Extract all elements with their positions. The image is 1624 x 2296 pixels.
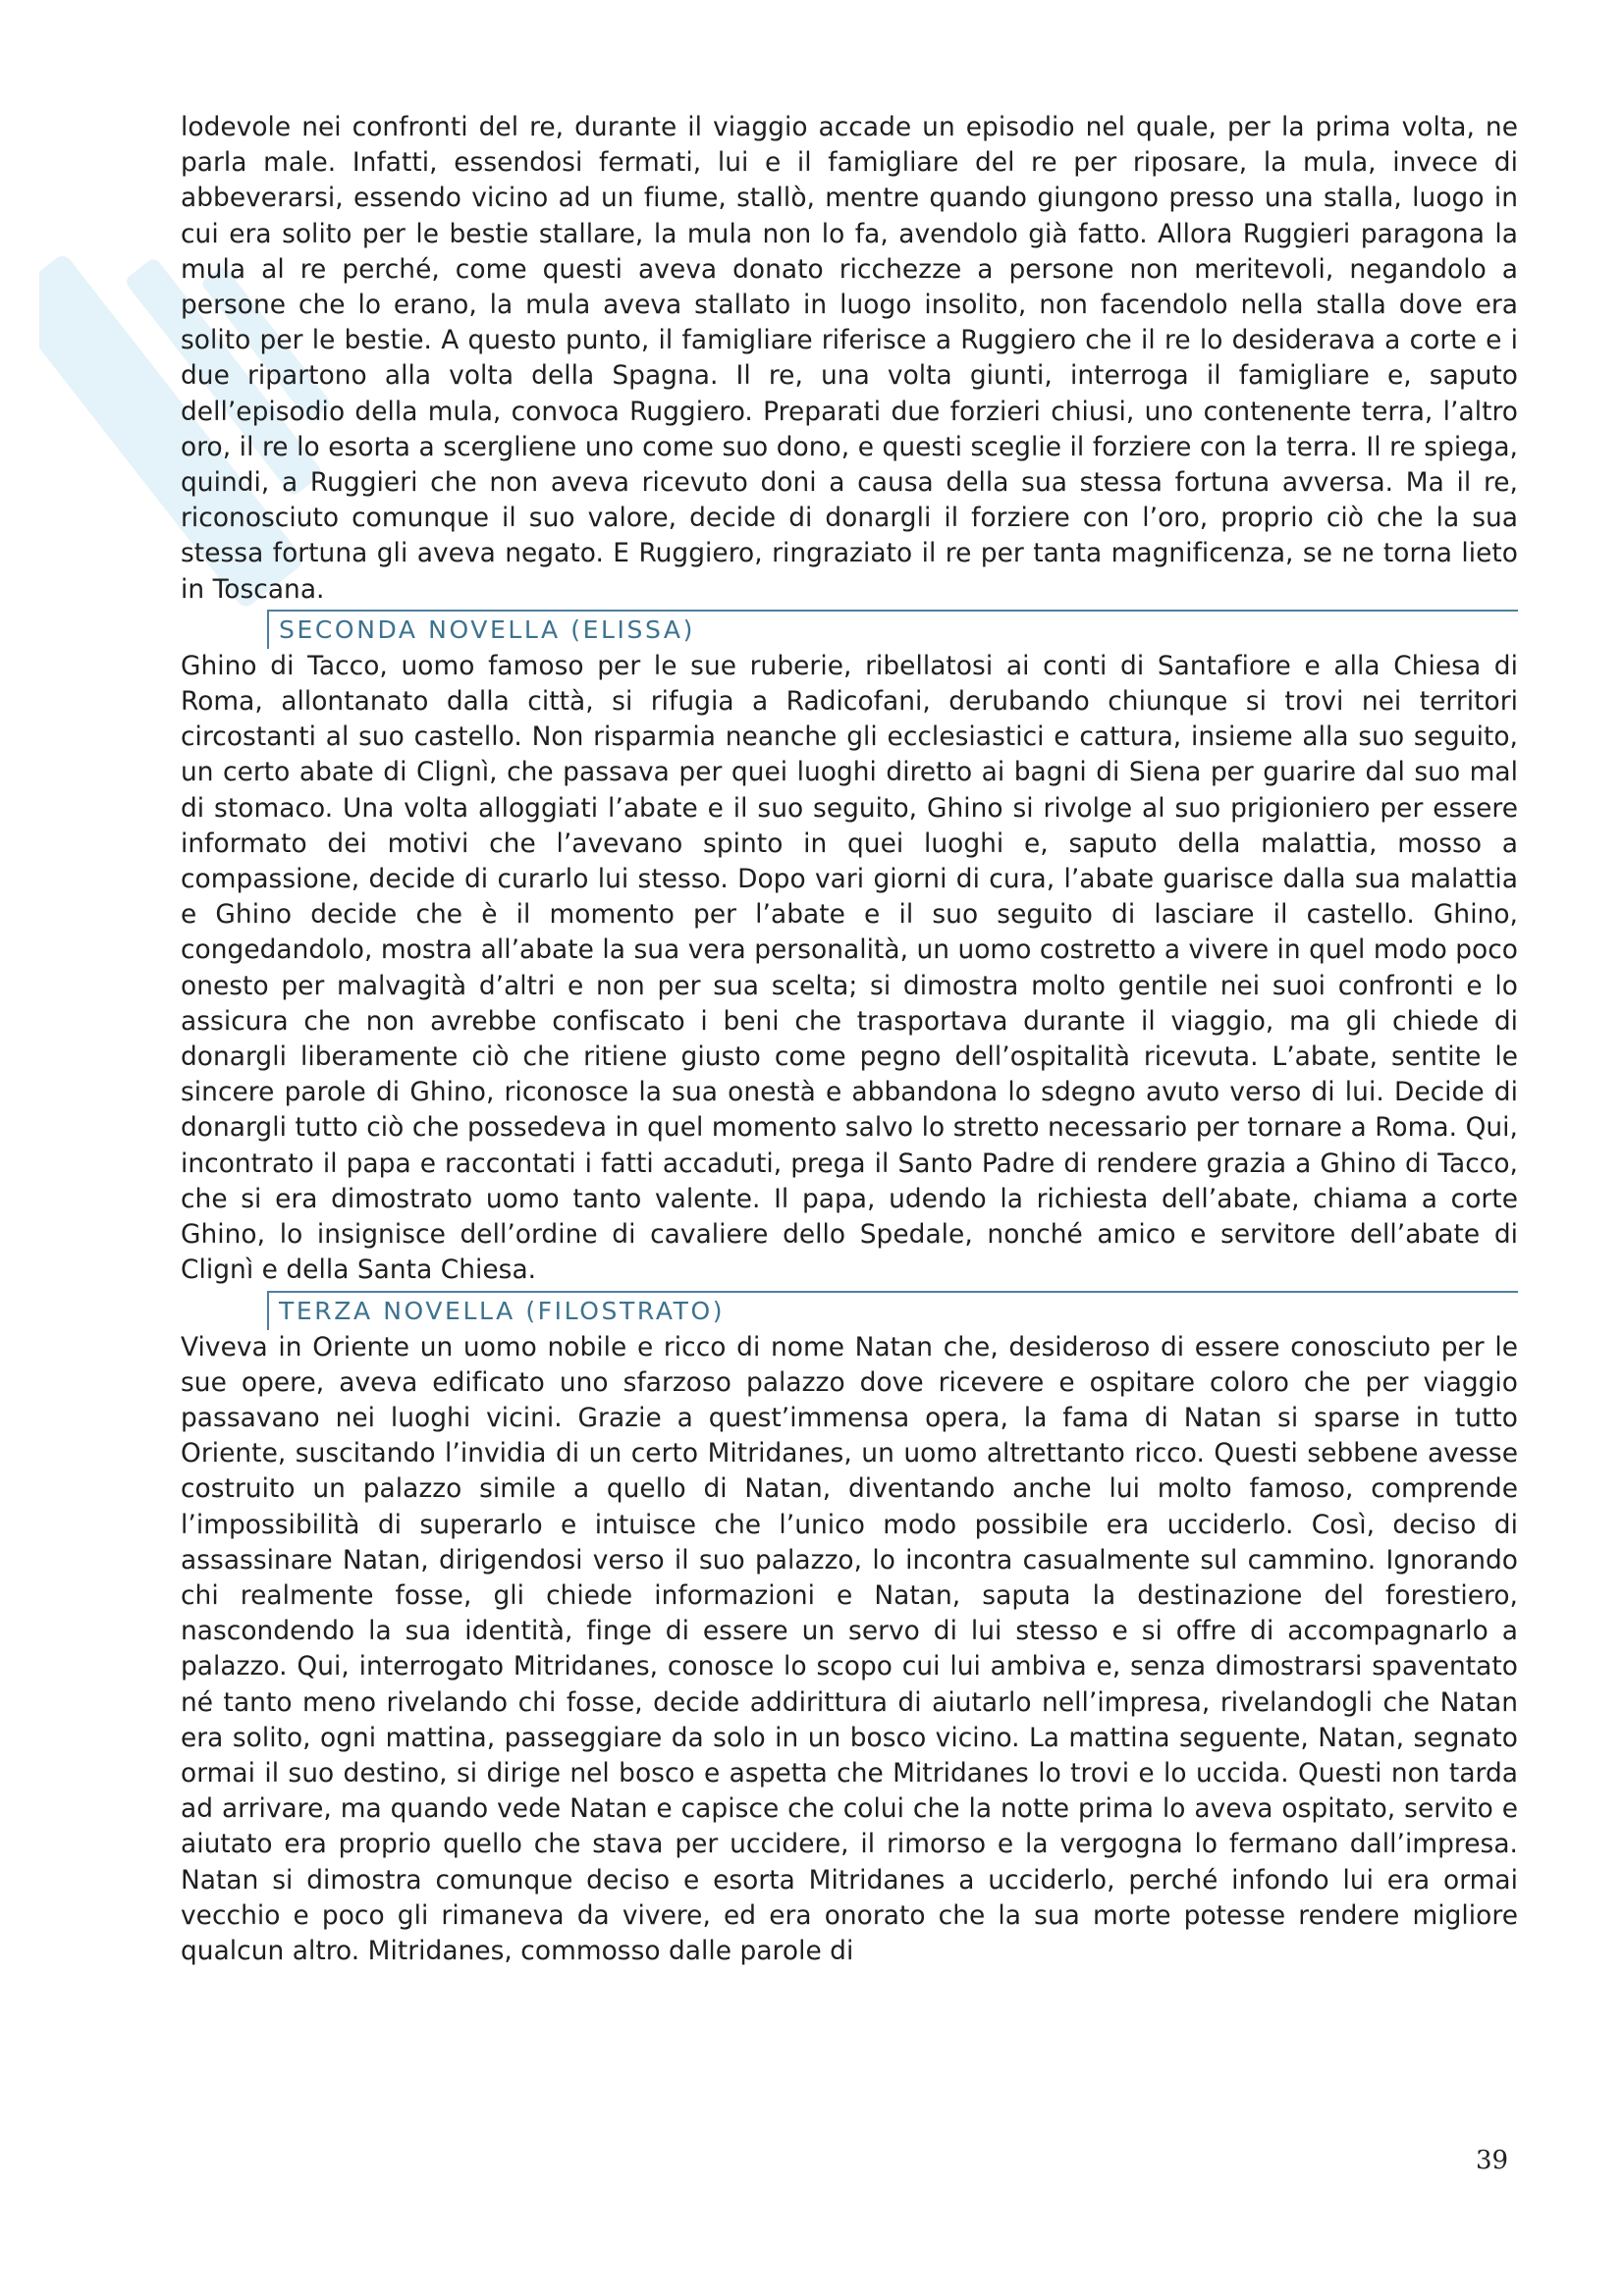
- paragraph-seconda-novella: Ghino di Tacco, uomo famoso per le sue ruberie, ribellatosi ai conti di Santafiore e alla Chiesa di Roma, allontanato dalla città, si rifugia a Radicofani, derubando chiunque si trovi nei territori circostanti al suo castello. Non risparmia neanche gli ecclesiastici e cattura, insieme alla suo seguito, un certo abate di Clignì, che passava per quei luoghi diretto ai bagni di Siena per guarire dal suo mal di stomaco. Una volta alloggiati l’abate e il suo seguito, Ghino si rivolge al suo prigioniero per essere informato dei motivi che l’avevano spinto in quei luoghi e, saputo della malattia, mosso a compassione, decide di curarlo lui stesso. Dopo vari giorni di cura, l’abate guarisce dalla sua malattia e Ghino decide che è il momento per l’abate e il suo seguito di lasciare il castello. Ghino, congedandolo, mostra all’abate la sua vera personalità, un uomo costretto a vivere in quel modo poco onesto per malvagità d’altri e non per sua scelta; si dimostra molto gentile nei suoi confronti e lo assicura che non avrebbe confiscato i beni che trasportava durante il viaggio, ma gli chiede di donargli liberamente ciò che ritiene giusto come pegno dell’ospitalità ricevuta. L’abate, sentite le sincere parole di Ghino, riconosce la sua onestà e abbandona lo sdegno avuto verso di lui. Decide di donargli tutto ciò che possedeva in quel momento salvo lo stretto necessario per tornare a Roma. Qui, incontrato il papa e raccontati i fatti accaduti, prega il Santo Padre di rendere grazia a Ghino di Tacco, che si era dimostrato uomo tanto valente. Il papa, udendo la richiesta dell’abate, chiama a corte Ghino, lo insignisce dell’ordine di cavaliere dello Spedale, nonché amico e servitore dell’abate di Clignì e della Santa Chiesa.: [181, 650, 1518, 1286]
- section-heading-terza: [267, 1291, 1518, 1330]
- section-heading-seconda: [267, 610, 1518, 649]
- page-number: 39: [1476, 2146, 1509, 2175]
- heading-text: TERZA NOVELLA (FILOSTRATO): [279, 1296, 726, 1325]
- heading-text: SECONDA NOVELLA (ELISSA): [279, 614, 695, 644]
- paragraph-terza-novella: Viveva in Oriente un uomo nobile e ricco di nome Natan che, desideroso di essere conosciuto per le sue opere, aveva edificato uno sfarzoso palazzo dove ricevere e ospitare coloro che per viaggio passavano nei luoghi vicini. Grazie a quest’immensa opera, la fama di Natan si sparse in tutto Oriente, suscitando l’invidia di un certo Mitridanes, un uomo altrettanto ricco. Questi sebbene avesse costruito un palazzo simile a quello di Natan, diventando anche lui molto famoso, comprende l’impossibilità di superarlo e intuisce che l’unico modo possibile era ucciderlo. Così, deciso di assassinare Natan, dirigendosi verso il suo palazzo, lo incontra casualmente sul cammino. Ignorando chi realmente fosse, gli chiede informazioni e Natan, saputa la destinazione del forestiero, nascondendo la sua identità, finge di essere un servo di lui stesso e si offre di accompagnarlo a palazzo. Qui, interrogato Mitridanes, conosce lo scopo cui lui ambiva e, senza dimostrarsi spaventato né tanto meno rivelando chi fosse, decide addirittura di aiutarlo nell’impresa, rivelandogli che Natan era solito, ogni mattina, passeggiare da solo in un bosco vicino. La mattina seguente, Natan, segnato ormai il suo destino, si dirige nel bosco e aspetta che Mitridanes lo trovi e lo uccida. Questi non tarda ad arrivare, ma quando vede Natan e capisce che colui che la notte prima lo aveva ospitato, servito e aiutato era proprio quello che stava per uccidere, il rimorso e la vergogna lo fermano dall’impresa. Natan si dimostra comunque deciso e esorta Mitridanes a ucciderlo, perché infondo lui era ormai vecchio e poco gli rimaneva da vivere, ed era onorato che la sua morte potesse rendere migliore qualcun altro. Mitridanes, commosso dalle parole di: [181, 1331, 1518, 1966]
- paragraph-intro: lodevole nei confronti del re, durante il viaggio accade un episodio nel quale, per la prima volta, ne parla male. Infatti, essendosi fermati, lui e il famigliare del re per riposare, la mula, invece di abbeverarsi, essendo vicino ad un fiume, stallò, mentre quando giungono presso una stalla, luogo in cui era solito per le bestie stallare, la mula non lo fa, avendolo già fatto. Allora Ruggieri paragona la mula al re perché, come questi aveva donato ricchezze a persone non meritevoli, negandolo a persone che lo erano, la mula aveva stallato in luogo insolito, non facendolo nella stalla dove era solito per le bestie. A questo punto, il famigliare riferisce a Ruggiero che il re lo desiderava a corte e i due ripartono alla volta della Spagna. Il re, una volta giunti, interroga il famigliare e, saputo dell’episodio della mula, convoca Ruggiero. Preparati due forzieri chiusi, uno contenente terra, l’altro oro, il re lo esorta a scergliene uno come suo dono, e questi sceglie il forziere con la terra. Il re spiega, quindi, a Ruggieri che non aveva ricevuto doni a causa della sua stessa fortuna avversa. Ma il re, riconosciuto comunque il suo valore, decide di donargli il forziere con l’oro, proprio ciò che la sua stessa fortuna gli aveva negato. E Ruggiero, ringraziato il re per tanta magnificenza, se ne torna lieto in Toscana.: [181, 112, 1518, 605]
- page-content: [181, 110, 1518, 1969]
